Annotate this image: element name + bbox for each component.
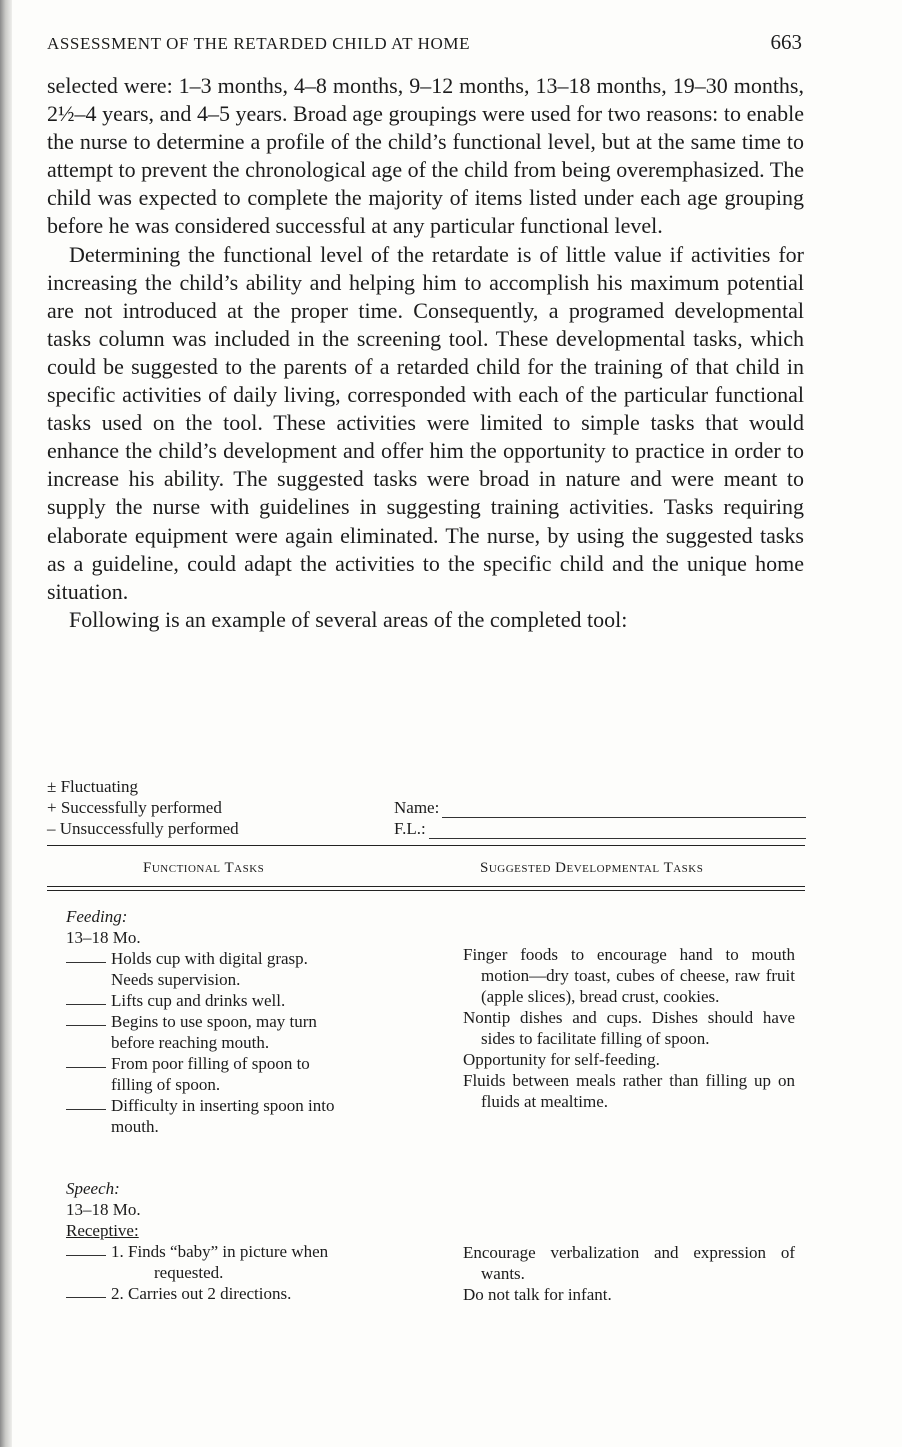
speech-suggestion: Do not talk for infant.: [463, 1285, 612, 1304]
running-head: ASSESSMENT OF THE RETARDED CHILD AT HOME: [47, 34, 471, 53]
header-rule-1: [47, 886, 805, 887]
paragraph-1: selected were: 1–3 months, 4–8 months, 9–12 months, 13–18 months, 19–30 months, 2½–4 years, and 4–5 years. Broad age groupings were used for two reasons: to enable the nurse to determine a profile of the child’s functional level, but at the same time to attempt to prevent the chronological age of the child from being overemphasized. The child was expected to complete the majority of items listed under each age grouping before he was considered successful at any particular functional level.: [47, 73, 804, 239]
legend-success: + Successfully performed: [47, 798, 222, 817]
feeding-functional: [66, 906, 400, 1137]
speech-item-cont: requested.: [154, 1263, 224, 1282]
name-blank: [442, 803, 806, 818]
feeding-item-cont: filling of spoon.: [111, 1075, 221, 1094]
feeding-suggestion: Opportunity for self-feeding.: [463, 1050, 660, 1069]
fl-blank: [429, 824, 806, 839]
feeding-suggestion: Nontip dishes and cups. Dishes should have sides to facilitate filling of spoon.: [463, 1008, 795, 1048]
speech-suggested: [463, 1242, 795, 1305]
check-blank: [66, 1011, 106, 1026]
paragraph-3: Following is an example of several areas of the completed tool:: [69, 606, 628, 632]
check-blank: [66, 1283, 106, 1298]
speech-suggestion: Encourage verbalization and expression of wants.: [463, 1243, 795, 1283]
speech-item: 1. Finds “baby” in picture when: [66, 1241, 400, 1262]
feeding-item: Begins to use spoon, may turn: [66, 1011, 400, 1032]
check-blank: [66, 1241, 106, 1256]
body-text: [47, 72, 804, 634]
legend-unsuccess: – Unsuccessfully performed: [47, 819, 239, 838]
feeding-suggested: [463, 944, 795, 1112]
page-number: 663: [770, 30, 802, 54]
fl-label: F.L.:: [394, 819, 426, 838]
feeding-item: From poor filling of spoon to: [66, 1053, 400, 1074]
column-header-suggested: Suggested Developmental Tasks: [480, 860, 704, 876]
paragraph-2: Determining the functional level of the retardate is of little value if activities for increasing the child’s ability and helping him to accomplish his maximum potential are not introduced at the proper time. Consequently, a programed developmental tasks column was included in the screening tool. These developmental tasks, which could be suggested to the parents of a retarded child for the training of that child in specific activities of daily living, corresponded with each of the particular functional tasks used on the tool. These activities were limited to simple tasks that would enhance the child’s development and offer him the opportunity to practice in order to increase his ability. The suggested tasks were broad in nature and were meant to supply the nurse with guidelines in suggesting training activities. Tasks requiring elaborate equipment were again eliminated. The nurse, by using the suggested tasks as a guideline, could adapt the activities to the specific child and the unique home situation.: [47, 241, 804, 604]
speech-age: 13–18 Mo.: [66, 1200, 141, 1219]
feeding-suggestion: Finger foods to encourage hand to mouth motion—dry toast, cubes of cheese, raw fruit (apple slices), bread crust, cookies.: [463, 945, 795, 1006]
check-blank: [66, 1053, 106, 1068]
feeding-item-cont: Needs supervision.: [111, 970, 241, 989]
fl-field: [394, 818, 806, 839]
table-top-rule: [47, 845, 805, 846]
feeding-item: Holds cup with digital grasp.: [66, 948, 400, 969]
check-blank: [66, 990, 106, 1005]
feeding-suggestion: Fluids between meals rather than filling up on fluids at mealtime.: [463, 1071, 795, 1111]
check-blank: [66, 948, 106, 963]
feeding-title: Feeding:: [66, 907, 128, 926]
speech-title: Speech:: [66, 1179, 120, 1198]
name-field: [394, 797, 806, 818]
feeding-item: Difficulty in inserting spoon into: [66, 1095, 400, 1116]
speech-item: 2. Carries out 2 directions.: [66, 1283, 400, 1304]
header-rule-2: [47, 890, 805, 891]
legend-fluctuating: ± Fluctuating: [47, 777, 139, 796]
name-label: Name:: [394, 798, 440, 817]
form-fields: [394, 797, 806, 839]
speech-functional: [66, 1178, 400, 1304]
check-blank: [66, 1095, 106, 1110]
speech-subhead: Receptive:: [66, 1221, 139, 1240]
feeding-item-cont: mouth.: [111, 1117, 159, 1136]
column-header-functional: Functional Tasks: [143, 860, 265, 876]
feeding-age: 13–18 Mo.: [66, 928, 141, 947]
feeding-item-cont: before reaching mouth.: [111, 1033, 270, 1052]
book-spine-shadow: [0, 0, 12, 1447]
feeding-item: Lifts cup and drinks well.: [66, 990, 400, 1011]
